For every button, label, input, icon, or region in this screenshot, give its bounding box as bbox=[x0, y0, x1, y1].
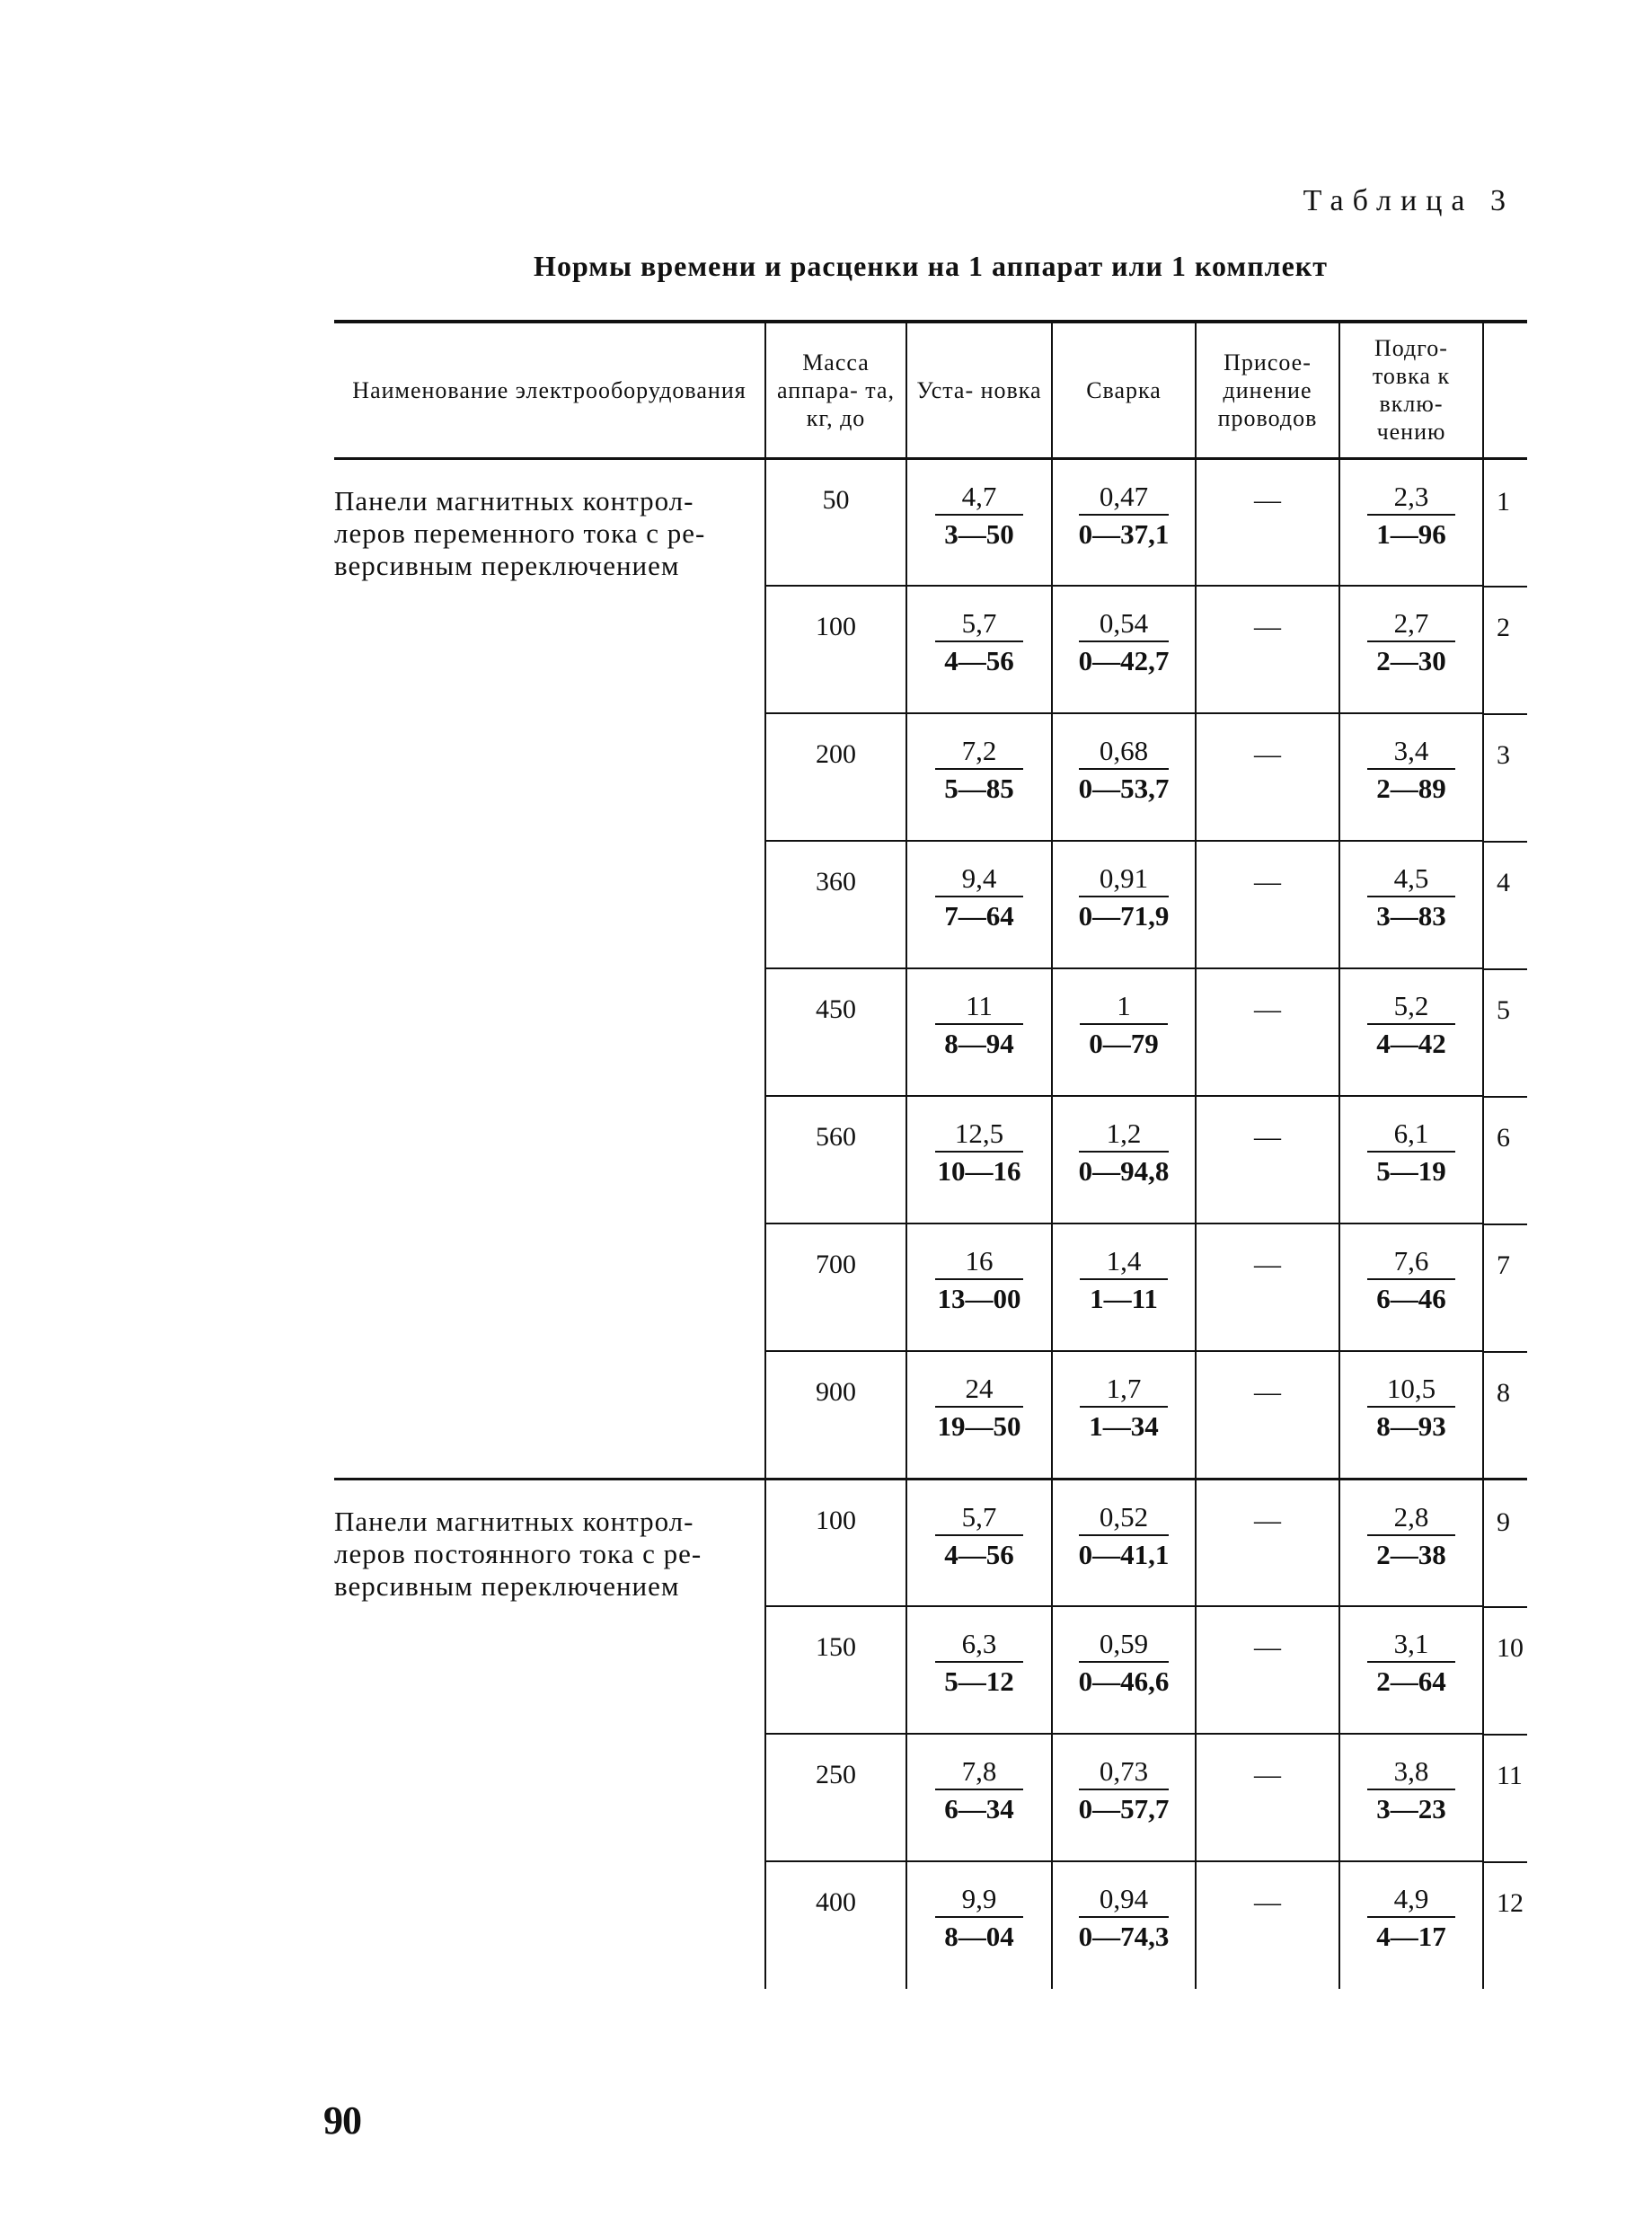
table-label: Таблица 3 bbox=[1303, 184, 1515, 217]
header-row-number bbox=[1483, 322, 1527, 458]
time-norm: 12,5 bbox=[935, 1118, 1023, 1153]
weld-cell bbox=[1052, 458, 1196, 586]
rate: 2—30 bbox=[1376, 645, 1446, 676]
weld-fraction bbox=[1079, 608, 1170, 677]
wire-value: — bbox=[1254, 1632, 1281, 1662]
time-norm: 0,94 bbox=[1079, 1884, 1170, 1918]
time-norm: 2,8 bbox=[1367, 1502, 1455, 1536]
rate: 13—00 bbox=[937, 1283, 1021, 1314]
weld-cell bbox=[1052, 841, 1196, 968]
time-norm: 0,52 bbox=[1079, 1502, 1170, 1536]
rate: 3—50 bbox=[944, 517, 1014, 550]
rate: 1—96 bbox=[1376, 517, 1446, 550]
weld-fraction bbox=[1079, 736, 1170, 805]
prep-cell bbox=[1339, 1224, 1483, 1351]
install-cell bbox=[906, 1479, 1052, 1606]
time-norm: 1,2 bbox=[1079, 1118, 1170, 1153]
install-cell bbox=[906, 1734, 1052, 1861]
rate: 0—57,7 bbox=[1078, 1793, 1170, 1824]
rate: 3—83 bbox=[1376, 900, 1446, 932]
row-number: 9 bbox=[1483, 1479, 1527, 1606]
install-cell bbox=[906, 1861, 1052, 1989]
row-number: 6 bbox=[1483, 1096, 1527, 1224]
install-cell bbox=[906, 586, 1052, 713]
rate: 5—85 bbox=[944, 773, 1014, 804]
weld-cell bbox=[1052, 1096, 1196, 1224]
weld-fraction bbox=[1079, 1502, 1170, 1571]
prep-cell bbox=[1339, 713, 1483, 841]
header-mass: Масса аппара- та, кг, до bbox=[765, 322, 906, 458]
weld-cell bbox=[1052, 713, 1196, 841]
prep-cell bbox=[1339, 586, 1483, 713]
time-norm: 0,73 bbox=[1079, 1756, 1170, 1790]
prep-fraction bbox=[1367, 1374, 1455, 1443]
table-row bbox=[334, 458, 1527, 586]
table-row bbox=[334, 1479, 1527, 1606]
weld-cell bbox=[1052, 1479, 1196, 1606]
prep-fraction bbox=[1367, 1118, 1455, 1188]
weld-cell bbox=[1052, 1861, 1196, 1989]
install-fraction bbox=[935, 1246, 1023, 1315]
install-fraction bbox=[935, 1374, 1023, 1443]
time-norm: 0,47 bbox=[1079, 481, 1170, 516]
wire-cell bbox=[1196, 1096, 1339, 1224]
prep-fraction bbox=[1367, 736, 1455, 805]
rate: 6—34 bbox=[944, 1793, 1014, 1824]
mass-value: 100 bbox=[816, 612, 856, 641]
mass-cell bbox=[765, 1734, 906, 1861]
install-cell bbox=[906, 713, 1052, 841]
time-norm: 4,7 bbox=[935, 481, 1023, 516]
mass-cell bbox=[765, 1096, 906, 1224]
rate: 4—42 bbox=[1376, 1028, 1446, 1059]
prep-fraction bbox=[1367, 1629, 1455, 1698]
prep-cell bbox=[1339, 968, 1483, 1096]
rate: 4—17 bbox=[1376, 1921, 1446, 1952]
mass-value: 50 bbox=[822, 484, 850, 515]
mass-cell bbox=[765, 1479, 906, 1606]
time-norm: 9,9 bbox=[935, 1884, 1023, 1918]
row-number: 10 bbox=[1483, 1606, 1527, 1734]
wire-cell bbox=[1196, 841, 1339, 968]
time-norm: 6,3 bbox=[935, 1629, 1023, 1663]
mass-value: 150 bbox=[816, 1632, 856, 1662]
mass-value: 200 bbox=[816, 739, 856, 769]
wire-value: — bbox=[1254, 484, 1281, 515]
wire-cell bbox=[1196, 968, 1339, 1096]
rate: 0—71,9 bbox=[1078, 900, 1170, 932]
time-norm: 3,1 bbox=[1367, 1629, 1455, 1663]
rate: 0—79 bbox=[1089, 1028, 1159, 1059]
rate: 3—23 bbox=[1376, 1793, 1446, 1824]
rate: 5—19 bbox=[1376, 1155, 1446, 1187]
install-cell bbox=[906, 1096, 1052, 1224]
equipment-name: Панели магнитных контрол- леров переменного тока с ре- версивным переключением bbox=[334, 458, 765, 1479]
install-cell bbox=[906, 968, 1052, 1096]
rate: 8—04 bbox=[944, 1921, 1014, 1952]
time-norm: 4,5 bbox=[1367, 863, 1455, 897]
time-norm: 0,54 bbox=[1079, 608, 1170, 642]
rate: 2—89 bbox=[1376, 773, 1446, 804]
mass-value: 400 bbox=[816, 1887, 856, 1917]
time-norm: 5,2 bbox=[1367, 991, 1455, 1025]
mass-cell bbox=[765, 1861, 906, 1989]
install-cell bbox=[906, 841, 1052, 968]
weld-fraction bbox=[1079, 1629, 1170, 1698]
mass-value: 250 bbox=[816, 1760, 856, 1789]
weld-fraction bbox=[1079, 1884, 1170, 1953]
prep-fraction bbox=[1367, 991, 1455, 1060]
row-number: 3 bbox=[1483, 713, 1527, 841]
prep-cell bbox=[1339, 458, 1483, 586]
rate: 2—38 bbox=[1376, 1538, 1446, 1570]
time-norm: 2,3 bbox=[1367, 481, 1455, 516]
wire-cell bbox=[1196, 1479, 1339, 1606]
time-norm: 5,7 bbox=[935, 1502, 1023, 1536]
prep-cell bbox=[1339, 1734, 1483, 1861]
install-fraction bbox=[935, 736, 1023, 805]
header-welding: Сварка bbox=[1052, 322, 1196, 458]
weld-cell bbox=[1052, 1606, 1196, 1734]
mass-value: 700 bbox=[816, 1250, 856, 1279]
time-norm: 9,4 bbox=[935, 863, 1023, 897]
mass-cell bbox=[765, 1606, 906, 1734]
install-cell bbox=[906, 458, 1052, 586]
wire-value: — bbox=[1254, 1250, 1281, 1279]
weld-fraction bbox=[1079, 1756, 1170, 1825]
prep-fraction bbox=[1367, 1884, 1455, 1953]
time-norm: 3,4 bbox=[1367, 736, 1455, 770]
norms-table bbox=[334, 320, 1527, 1989]
header-preparation: Подго- товка к вклю- чению bbox=[1339, 322, 1483, 458]
weld-fraction bbox=[1080, 1246, 1168, 1315]
weld-fraction bbox=[1079, 1118, 1170, 1188]
install-fraction bbox=[935, 991, 1023, 1060]
wire-value: — bbox=[1254, 867, 1281, 897]
prep-fraction bbox=[1367, 481, 1455, 551]
prep-cell bbox=[1339, 1606, 1483, 1734]
wire-cell bbox=[1196, 1351, 1339, 1479]
wire-value: — bbox=[1254, 1377, 1281, 1407]
time-norm: 6,1 bbox=[1367, 1118, 1455, 1153]
time-norm: 2,7 bbox=[1367, 608, 1455, 642]
wire-cell bbox=[1196, 586, 1339, 713]
time-norm: 11 bbox=[935, 991, 1023, 1025]
weld-fraction bbox=[1080, 991, 1168, 1060]
time-norm: 1 bbox=[1080, 991, 1168, 1025]
wire-value: — bbox=[1254, 994, 1281, 1024]
wire-cell bbox=[1196, 713, 1339, 841]
mass-value: 100 bbox=[816, 1505, 856, 1535]
time-norm: 3,8 bbox=[1367, 1756, 1455, 1790]
mass-cell bbox=[765, 968, 906, 1096]
mass-cell bbox=[765, 586, 906, 713]
mass-value: 560 bbox=[816, 1122, 856, 1152]
rate: 0—46,6 bbox=[1078, 1665, 1170, 1697]
row-number: 8 bbox=[1483, 1351, 1527, 1479]
time-norm: 4,9 bbox=[1367, 1884, 1455, 1918]
mass-cell bbox=[765, 1351, 906, 1479]
install-cell bbox=[906, 1351, 1052, 1479]
weld-fraction bbox=[1079, 481, 1170, 551]
time-norm: 0,59 bbox=[1079, 1629, 1170, 1663]
time-norm: 16 bbox=[935, 1246, 1023, 1280]
rate: 0—41,1 bbox=[1078, 1538, 1170, 1570]
equipment-name: Панели магнитных контрол- леров постоянного тока с ре- версивным переключением bbox=[334, 1479, 765, 1989]
install-fraction bbox=[935, 1884, 1023, 1953]
wire-cell bbox=[1196, 1734, 1339, 1861]
rate: 6—46 bbox=[1376, 1283, 1446, 1314]
row-number: 4 bbox=[1483, 841, 1527, 968]
row-number: 12 bbox=[1483, 1861, 1527, 1989]
time-norm: 5,7 bbox=[935, 608, 1023, 642]
wire-value: — bbox=[1254, 1122, 1281, 1152]
weld-fraction bbox=[1079, 863, 1170, 932]
prep-cell bbox=[1339, 1351, 1483, 1479]
install-cell bbox=[906, 1224, 1052, 1351]
prep-cell bbox=[1339, 1096, 1483, 1224]
rate: 1—11 bbox=[1090, 1283, 1158, 1314]
table-header-row bbox=[334, 322, 1527, 458]
rate: 7—64 bbox=[944, 900, 1014, 932]
time-norm: 0,91 bbox=[1079, 863, 1170, 897]
weld-cell bbox=[1052, 1224, 1196, 1351]
prep-fraction bbox=[1367, 1502, 1455, 1571]
wire-value: — bbox=[1254, 1505, 1281, 1535]
wire-value: — bbox=[1254, 612, 1281, 641]
prep-cell bbox=[1339, 841, 1483, 968]
install-fraction bbox=[935, 863, 1023, 932]
mass-value: 900 bbox=[816, 1377, 856, 1407]
mass-value: 360 bbox=[816, 867, 856, 897]
page-number: 90 bbox=[323, 2098, 361, 2142]
time-norm: 24 bbox=[935, 1374, 1023, 1408]
install-cell bbox=[906, 1606, 1052, 1734]
mass-cell bbox=[765, 713, 906, 841]
wire-cell bbox=[1196, 1861, 1339, 1989]
rate: 4—56 bbox=[944, 645, 1014, 676]
row-number: 7 bbox=[1483, 1224, 1527, 1351]
row-number: 5 bbox=[1483, 968, 1527, 1096]
header-wiring: Присое- динение проводов bbox=[1196, 322, 1339, 458]
time-norm: 7,2 bbox=[935, 736, 1023, 770]
rate: 1—34 bbox=[1089, 1410, 1159, 1442]
wire-value: — bbox=[1254, 1760, 1281, 1789]
rate: 19—50 bbox=[937, 1410, 1021, 1442]
rate: 8—93 bbox=[1376, 1410, 1446, 1442]
prep-fraction bbox=[1367, 608, 1455, 677]
rate: 4—56 bbox=[944, 1538, 1014, 1570]
rate: 0—42,7 bbox=[1078, 645, 1170, 676]
rate: 2—64 bbox=[1376, 1665, 1446, 1697]
install-fraction bbox=[935, 608, 1023, 677]
prep-fraction bbox=[1367, 1246, 1455, 1315]
time-norm: 0,68 bbox=[1079, 736, 1170, 770]
rate: 0—53,7 bbox=[1078, 773, 1170, 804]
mass-cell bbox=[765, 841, 906, 968]
rate: 0—94,8 bbox=[1078, 1155, 1170, 1187]
row-number: 11 bbox=[1483, 1734, 1527, 1861]
prep-cell bbox=[1339, 1479, 1483, 1606]
weld-cell bbox=[1052, 968, 1196, 1096]
wire-cell bbox=[1196, 1606, 1339, 1734]
time-norm: 1,4 bbox=[1080, 1246, 1168, 1280]
header-install: Уста- новка bbox=[906, 322, 1052, 458]
mass-value: 450 bbox=[816, 994, 856, 1024]
mass-cell bbox=[765, 1224, 906, 1351]
prep-cell bbox=[1339, 1861, 1483, 1989]
rate: 8—94 bbox=[944, 1028, 1014, 1059]
rate: 10—16 bbox=[937, 1155, 1021, 1187]
wire-value: — bbox=[1254, 739, 1281, 769]
install-fraction bbox=[935, 1118, 1023, 1188]
time-norm: 7,6 bbox=[1367, 1246, 1455, 1280]
install-fraction bbox=[935, 1756, 1023, 1825]
weld-cell bbox=[1052, 586, 1196, 713]
weld-cell bbox=[1052, 1351, 1196, 1479]
install-fraction bbox=[935, 1629, 1023, 1698]
rate: 0—37,1 bbox=[1078, 517, 1170, 550]
wire-cell bbox=[1196, 1224, 1339, 1351]
wire-cell bbox=[1196, 458, 1339, 586]
time-norm: 7,8 bbox=[935, 1756, 1023, 1790]
time-norm: 10,5 bbox=[1367, 1374, 1455, 1408]
time-norm: 1,7 bbox=[1080, 1374, 1168, 1408]
header-name: Наименование электрооборудования bbox=[334, 322, 765, 458]
prep-fraction bbox=[1367, 1756, 1455, 1825]
mass-cell bbox=[765, 458, 906, 586]
rate: 0—74,3 bbox=[1078, 1921, 1170, 1952]
prep-fraction bbox=[1367, 863, 1455, 932]
row-number: 2 bbox=[1483, 586, 1527, 713]
weld-fraction bbox=[1080, 1374, 1168, 1443]
install-fraction bbox=[935, 1502, 1023, 1571]
table-title: Нормы времени и расценки на 1 аппарат или 1 комплект bbox=[534, 250, 1328, 282]
install-fraction bbox=[935, 481, 1023, 551]
weld-cell bbox=[1052, 1734, 1196, 1861]
row-number: 1 bbox=[1483, 458, 1527, 586]
wire-value: — bbox=[1254, 1887, 1281, 1917]
rate: 5—12 bbox=[944, 1665, 1014, 1697]
